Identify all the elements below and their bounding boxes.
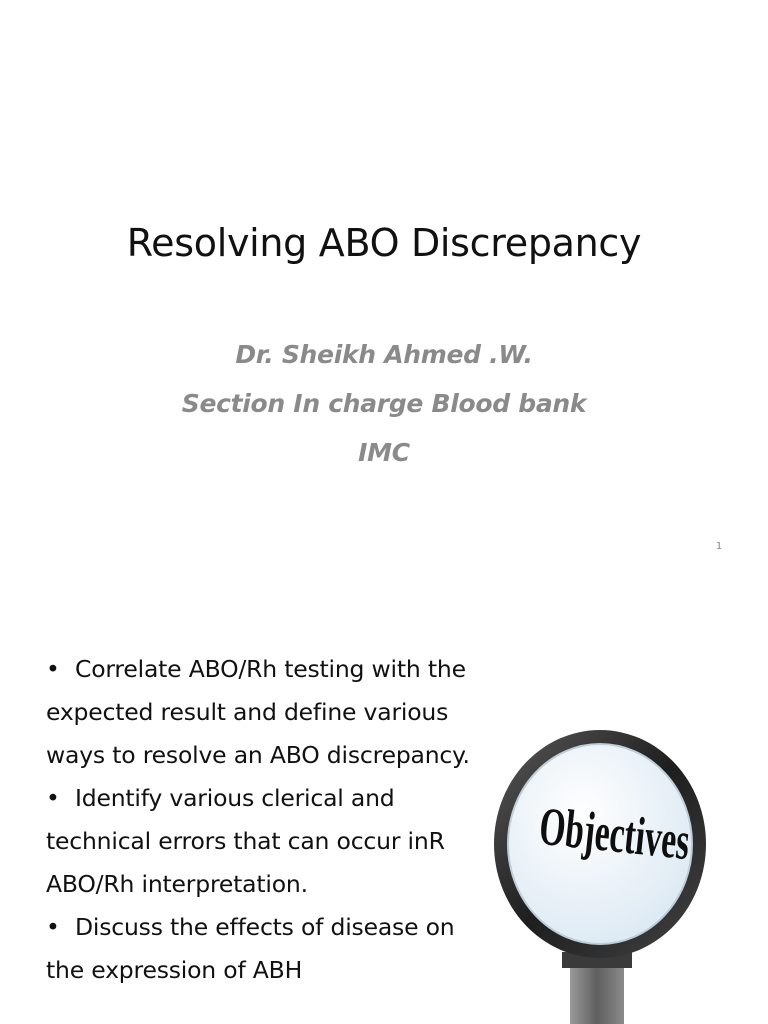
presenter-name: Dr. Sheikh Ahmed .W. [235, 340, 533, 369]
bullet-icon: • [46, 655, 60, 683]
bullet-item [46, 906, 486, 992]
bullet-item [46, 777, 486, 906]
objectives-slide [0, 576, 768, 1024]
slide-number: 1 [715, 541, 723, 552]
bullet-text: Discuss the effects of disease on the expression of ABH [46, 913, 455, 984]
magnifying-glass-icon [492, 726, 732, 1024]
bullet-item [46, 648, 486, 777]
presenter-role: Section In charge Blood bank [181, 389, 587, 418]
bullet-icon: • [46, 784, 60, 812]
magnifier-handle [570, 964, 624, 1024]
bullet-text: Correlate ABO/Rh testing with the expected result and define various ways to resolve an ABO discrepancy. [46, 655, 470, 769]
presenter-info [0, 330, 768, 477]
objectives-label: Objectives [536, 795, 693, 872]
bullet-list [46, 648, 486, 992]
bullet-icon: • [46, 913, 60, 941]
slide-title: Resolving ABO Discrepancy [126, 221, 642, 265]
presenter-institution: IMC [358, 438, 410, 467]
bullet-text: Identify various clerical and technical errors that can occur inR ABO/Rh interpretation. [46, 784, 445, 898]
